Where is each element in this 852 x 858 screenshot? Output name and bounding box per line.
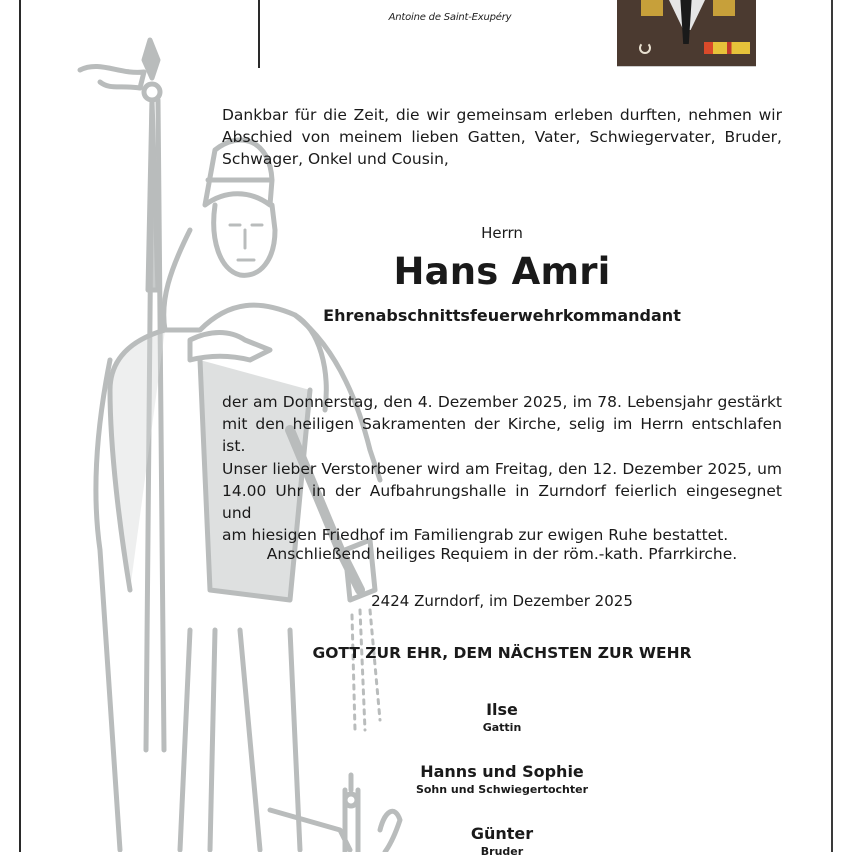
mourner-entry xyxy=(222,762,782,796)
deceased-name: Hans Amri xyxy=(393,250,611,293)
page-border-right xyxy=(831,0,833,852)
intro-line: Abschied von meinem lieben Gatten, Vater, Schwiegervater, Bruder, xyxy=(222,128,782,146)
intro-line: Schwager, Onkel und Cousin, xyxy=(222,150,449,168)
collar-insignia-left xyxy=(641,0,663,16)
requiem-note: Anschließend heiliges Requiem in der röm.-kath. Pfarrkirche. xyxy=(266,545,738,563)
medal-ribbons xyxy=(704,42,750,54)
place-date: 2424 Zurndorf, im Dezember 2025 xyxy=(371,592,633,610)
quote-author: Antoine de Saint-Exupéry xyxy=(388,12,512,23)
funeral-line: am hiesigen Friedhof im Familiengrab zur ewigen Ruhe bestattet. xyxy=(222,526,729,544)
death-notice-paragraph xyxy=(222,391,782,457)
funeral-line: 14.00 Uhr in der Aufbahrungshalle in Zurndorf feierlich eingesegnet und xyxy=(222,482,782,522)
intro-line: Dankbar für die Zeit, die wir gemeinsam erleben durften, nehmen wir xyxy=(222,106,782,124)
death-notice-line: der am Donnerstag, den 4. Dezember 2025, im 78. Lebensjahr gestärkt xyxy=(222,393,782,411)
mourner-name: Hanns und Sophie xyxy=(420,762,584,781)
mourner-name: Günter xyxy=(470,824,534,843)
mourner-relation: Bruder xyxy=(480,845,524,858)
funeral-paragraph xyxy=(222,458,782,546)
mourner-entry xyxy=(222,700,782,734)
collar-insignia-right xyxy=(713,0,735,16)
death-notice-line: mit den heiligen Sakramenten der Kirche, selig im Herrn entschlafen ist. xyxy=(222,415,782,455)
funeral-line: Unser lieber Verstorbener wird am Freitag, den 12. Dezember 2025, um xyxy=(222,460,782,478)
mourner-relation: Gattin xyxy=(482,721,522,734)
intro-paragraph xyxy=(222,104,782,170)
mourner-relation: Sohn und Schwiegertochter xyxy=(415,783,589,796)
firefighter-motto: GOTT ZUR EHR, DEM NÄCHSTEN ZUR WEHR xyxy=(312,644,692,662)
deceased-title: Ehrenabschnittsfeuerwehrkommandant xyxy=(323,306,681,325)
page-border-left xyxy=(19,0,21,852)
pin-badge xyxy=(639,42,651,54)
salutation: Herrn xyxy=(481,224,523,242)
portrait-photo xyxy=(617,0,756,67)
mourner-name: Ilse xyxy=(486,700,518,719)
mourner-entry xyxy=(222,824,782,858)
